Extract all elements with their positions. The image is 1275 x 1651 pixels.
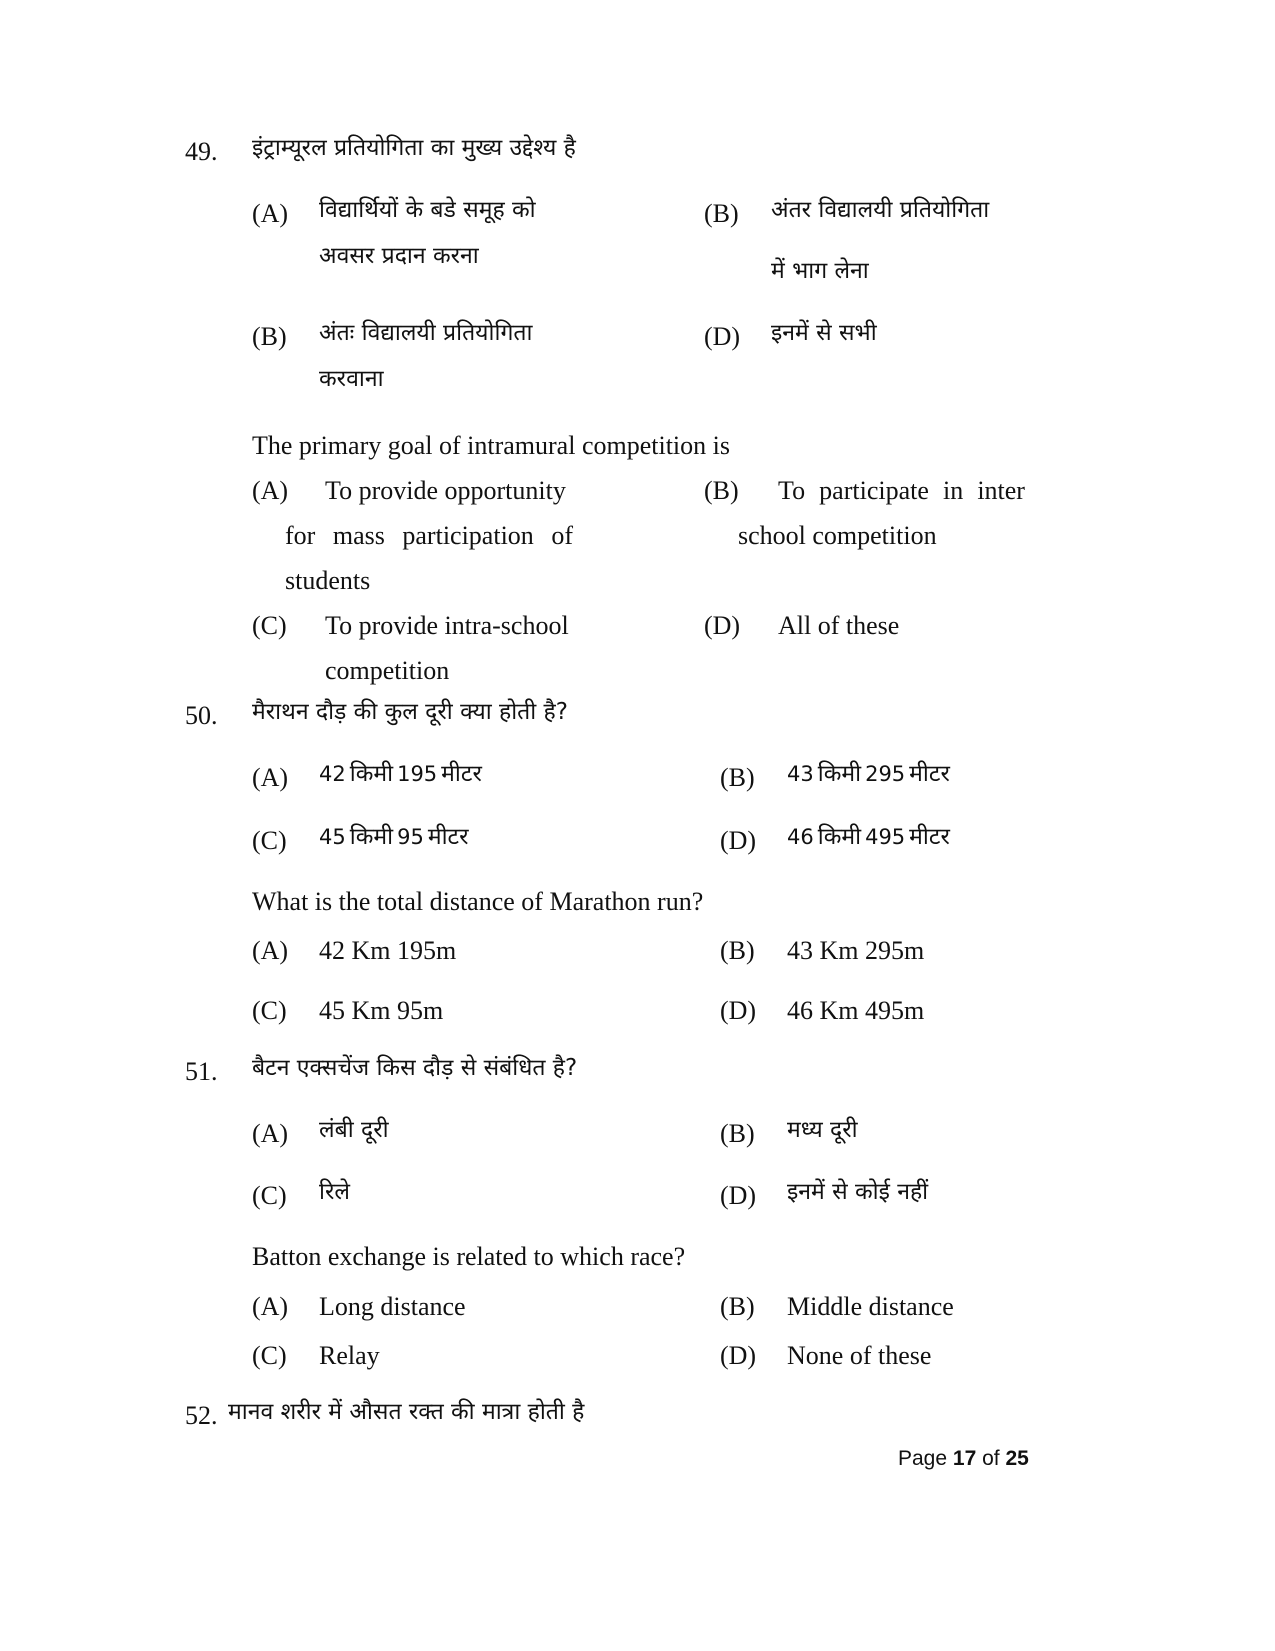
option-label: (B) [720, 1119, 755, 1148]
m-unit: मीटर [427, 824, 469, 850]
option-text-line: To provide intra-school [325, 611, 569, 640]
option-label: (B) [720, 763, 755, 792]
option-text [787, 763, 950, 786]
option-text-line: To provide opportunity [325, 476, 566, 505]
word: participation [402, 521, 534, 550]
word: inter [977, 476, 1025, 505]
option-label: (A) [252, 1292, 289, 1321]
option-label: (C) [252, 996, 287, 1025]
option-label: (A) [252, 1119, 289, 1148]
option-label: (A) [252, 763, 289, 792]
option-label: (C) [252, 1181, 287, 1210]
option-label: (A) [252, 936, 289, 965]
question-text-hindi: बैटन एक्सचेंज किस दौड़ से संबंधित है? [252, 1055, 578, 1081]
option-label: (C) [252, 1341, 287, 1370]
km-unit: किमी [349, 824, 394, 850]
option-label: (B) [704, 476, 739, 505]
option-text: Long distance [319, 1292, 466, 1321]
km-value: 43 [787, 762, 814, 786]
option-text-line: इनमें से सभी [771, 320, 877, 346]
option-text-line: अंतर विद्यालयी प्रतियोगिता [771, 197, 990, 223]
km-value: 46 [787, 825, 814, 849]
m-unit: मीटर [909, 824, 950, 850]
question-number: 51. [185, 1057, 218, 1086]
option-text: 43 Km 295m [787, 936, 925, 965]
question-text-english: Batton exchange is related to which race? [252, 1242, 686, 1271]
m-value: 295 [865, 762, 906, 786]
option-text: Middle distance [787, 1292, 954, 1321]
option-label: (D) [720, 996, 757, 1025]
word: mass [332, 521, 385, 550]
option-text-line: विद्यार्थियों के बडे समूह को [319, 197, 536, 223]
option-text [319, 763, 482, 786]
option-text-line: school competition [738, 521, 937, 550]
current-page: 17 [952, 1447, 977, 1470]
option-label: (B) [704, 199, 739, 228]
word: participate [819, 476, 929, 505]
option-text-line [285, 523, 573, 549]
option-label: (D) [720, 826, 757, 855]
question-text-hindi: इंट्राम्यूरल प्रतियोगिता का मुख्य उद्देश्य है [252, 135, 576, 161]
page-number [898, 1448, 1029, 1469]
word: of [551, 521, 573, 550]
word: for [285, 521, 316, 550]
option-label: (C) [252, 826, 287, 855]
question-number: 50. [185, 701, 218, 730]
word: To [778, 476, 806, 505]
page-prefix: Page [898, 1447, 948, 1470]
m-value: 495 [865, 825, 906, 849]
option-text: Relay [319, 1341, 380, 1370]
option-text: लंबी दूरी [319, 1117, 389, 1143]
option-text-line [778, 478, 1025, 504]
km-value: 45 [319, 825, 346, 849]
option-text-line: All of these [778, 611, 900, 640]
option-text-line: करवाना [319, 366, 384, 392]
option-label: (A) [252, 199, 289, 228]
option-text-line: competition [325, 656, 450, 685]
km-unit: किमी [817, 824, 862, 850]
option-text-line: अंतः विद्यालयी प्रतियोगिता [319, 320, 533, 346]
option-label: (D) [704, 322, 741, 351]
option-label: (B) [720, 1292, 755, 1321]
option-label: (B) [252, 322, 287, 351]
m-value: 195 [397, 762, 438, 786]
option-text-line: अवसर प्रदान करना [319, 243, 479, 269]
m-unit: मीटर [441, 761, 482, 787]
question-text-hindi: मैराथन दौड़ की कुल दूरी क्या होती है? [252, 699, 568, 725]
option-label: (B) [720, 936, 755, 965]
total-pages: 25 [1005, 1447, 1029, 1470]
page-of: of [982, 1447, 1000, 1470]
question-number: 49. [185, 137, 218, 166]
option-text: रिले [319, 1179, 350, 1205]
m-unit: मीटर [909, 761, 950, 787]
question-text-english: The primary goal of intramural competition is [252, 431, 730, 460]
km-unit: किमी [817, 761, 862, 787]
word: in [942, 476, 964, 505]
option-text: None of these [787, 1341, 932, 1370]
question-number: 52. [185, 1401, 218, 1430]
km-value: 42 [319, 762, 346, 786]
option-text: 45 Km 95m [319, 996, 444, 1025]
km-unit: किमी [349, 761, 394, 787]
option-text: इनमें से कोई नहीं [787, 1179, 929, 1205]
option-text: मध्य दूरी [787, 1117, 858, 1143]
option-text: 42 Km 195m [319, 936, 457, 965]
option-label: (D) [704, 611, 741, 640]
option-text-line: students [285, 566, 371, 595]
option-label: (D) [720, 1341, 757, 1370]
option-label: (A) [252, 476, 289, 505]
option-label: (C) [252, 611, 287, 640]
option-label: (D) [720, 1181, 757, 1210]
option-text [787, 826, 950, 849]
m-value: 95 [397, 825, 424, 849]
option-text: 46 Km 495m [787, 996, 925, 1025]
question-text-english: What is the total distance of Marathon run? [252, 887, 704, 916]
option-text [319, 826, 469, 849]
option-text-line: में भाग लेना [771, 258, 869, 284]
question-text-hindi: मानव शरीर में औसत रक्त की मात्रा होती है [228, 1399, 585, 1425]
